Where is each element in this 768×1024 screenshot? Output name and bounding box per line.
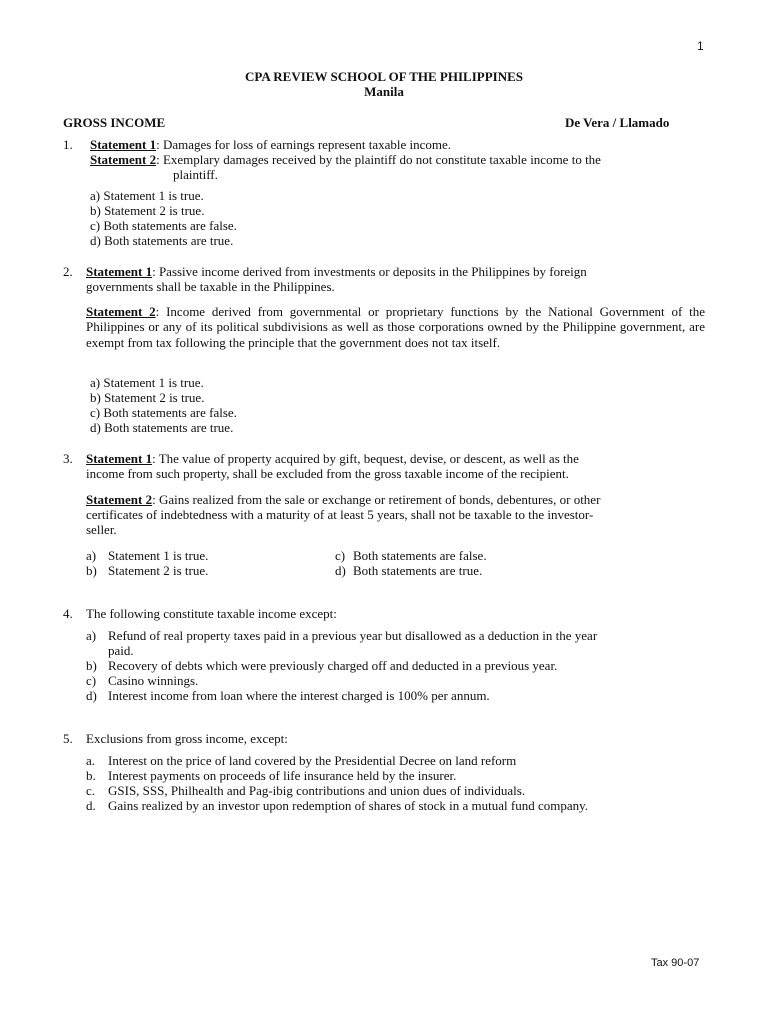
option-a-text: Statement 1 is true.	[108, 548, 209, 563]
option-c: c) Both statements are false.	[90, 405, 237, 420]
option-d: d) Both statements are true.	[90, 233, 234, 248]
statement-1-text: : Damages for loss of earnings represent taxable income.	[156, 137, 452, 152]
option-a-letter: a.	[86, 753, 96, 768]
statement-1-text-cont: income from such property, shall be excluded from the gross taxable income of the recipient.	[86, 466, 569, 481]
option-a-text-cont: paid.	[108, 643, 134, 658]
school-name: CPA REVIEW SCHOOL OF THE PHILIPPINES	[245, 69, 523, 84]
statement-1-text: : The value of property acquired by gift, bequest, devise, or descent, as well as the	[152, 451, 579, 466]
option-d-letter: d)	[335, 563, 346, 578]
option-d-text: Both statements are true.	[353, 563, 483, 578]
option-a: a) Statement 1 is true.	[90, 375, 204, 390]
statement-2-text: : Income derived from governmental or proprietary functions by the National Government of the Philippines or any of its political subdivisions as well as those corporations owned by the Philippine government, are exempt from tax following the principle that the government does not tax itself.	[86, 304, 705, 350]
statement-1-label: Statement 1	[86, 264, 153, 279]
statement-2-label: Statement 2	[90, 152, 157, 167]
option-c-text: GSIS, SSS, Philhealth and Pag-ibig contributions and union dues of individuals.	[108, 783, 526, 798]
option-c-letter: c)	[335, 548, 346, 563]
statement-2-text: : Gains realized from the sale or exchange or retirement of bonds, debentures, or other	[152, 492, 601, 507]
option-b-text: Interest payments on proceeds of life insurance held by the insurer.	[108, 768, 457, 783]
footer-code: Tax 90-07	[651, 957, 700, 969]
question-stem: The following constitute taxable income except:	[86, 606, 337, 621]
school-city: Manila	[364, 84, 404, 99]
statement-1-text: : Passive income derived from investments or deposits in the Philippines by foreign	[152, 264, 587, 279]
option-b-text: Statement 2 is true.	[108, 563, 209, 578]
option-c: c) Both statements are false.	[90, 218, 237, 233]
option-d-letter: d)	[86, 688, 97, 703]
question-number: 5.	[63, 731, 73, 746]
statement-2-text-cont: plaintiff.	[173, 167, 218, 182]
statement-1-label: Statement 1	[90, 137, 157, 152]
option-a-letter: a)	[86, 628, 97, 643]
option-a: a) Statement 1 is true.	[90, 188, 204, 203]
statement-2-text-cont: seller.	[86, 522, 117, 537]
statement-2-label: Statement 2	[86, 492, 153, 507]
option-a-text: Refund of real property taxes paid in a previous year but disallowed as a deduction in the year	[108, 628, 598, 643]
option-c-text: Both statements are false.	[353, 548, 487, 563]
question-number: 1.	[63, 137, 73, 152]
question-number: 3.	[63, 451, 73, 466]
option-d-letter: d.	[86, 798, 96, 813]
option-b-letter: b)	[86, 563, 97, 578]
option-b-text: Recovery of debts which were previously charged off and deducted in a previous year.	[108, 658, 558, 673]
option-b-letter: b)	[86, 658, 97, 673]
option-b: b) Statement 2 is true.	[90, 203, 205, 218]
authors: De Vera / Llamado	[565, 115, 670, 130]
page-number: 1	[697, 39, 704, 53]
option-c-letter: c)	[86, 673, 97, 688]
option-d-text: Gains realized by an investor upon redemption of shares of stock in a mutual fund company.	[108, 798, 589, 813]
question-number: 4.	[63, 606, 73, 621]
option-c-text: Casino winnings.	[108, 673, 199, 688]
statement-2-text-cont: certificates of indebtedness with a maturity of at least 5 years, shall not be taxable to the investor-	[86, 507, 594, 522]
question-stem: Exclusions from gross income, except:	[86, 731, 288, 746]
statement-2-label: Statement 2	[86, 304, 156, 319]
option-b-letter: b.	[86, 768, 96, 783]
option-d: d) Both statements are true.	[90, 420, 234, 435]
option-b: b) Statement 2 is true.	[90, 390, 205, 405]
topic-title: GROSS INCOME	[63, 115, 166, 130]
question-number: 2.	[63, 264, 73, 279]
statement-1-label: Statement 1	[86, 451, 153, 466]
option-c-letter: c.	[86, 783, 96, 798]
statement-2-text: : Exemplary damages received by the plaintiff do not constitute taxable income to the	[156, 152, 601, 167]
statement-1-text-cont: governments shall be taxable in the Philippines.	[86, 279, 335, 294]
option-d-text: Interest income from loan where the interest charged is 100% per annum.	[108, 688, 490, 703]
option-a-letter: a)	[86, 548, 97, 563]
option-a-text: Interest on the price of land covered by the Presidential Decree on land reform	[108, 753, 517, 768]
